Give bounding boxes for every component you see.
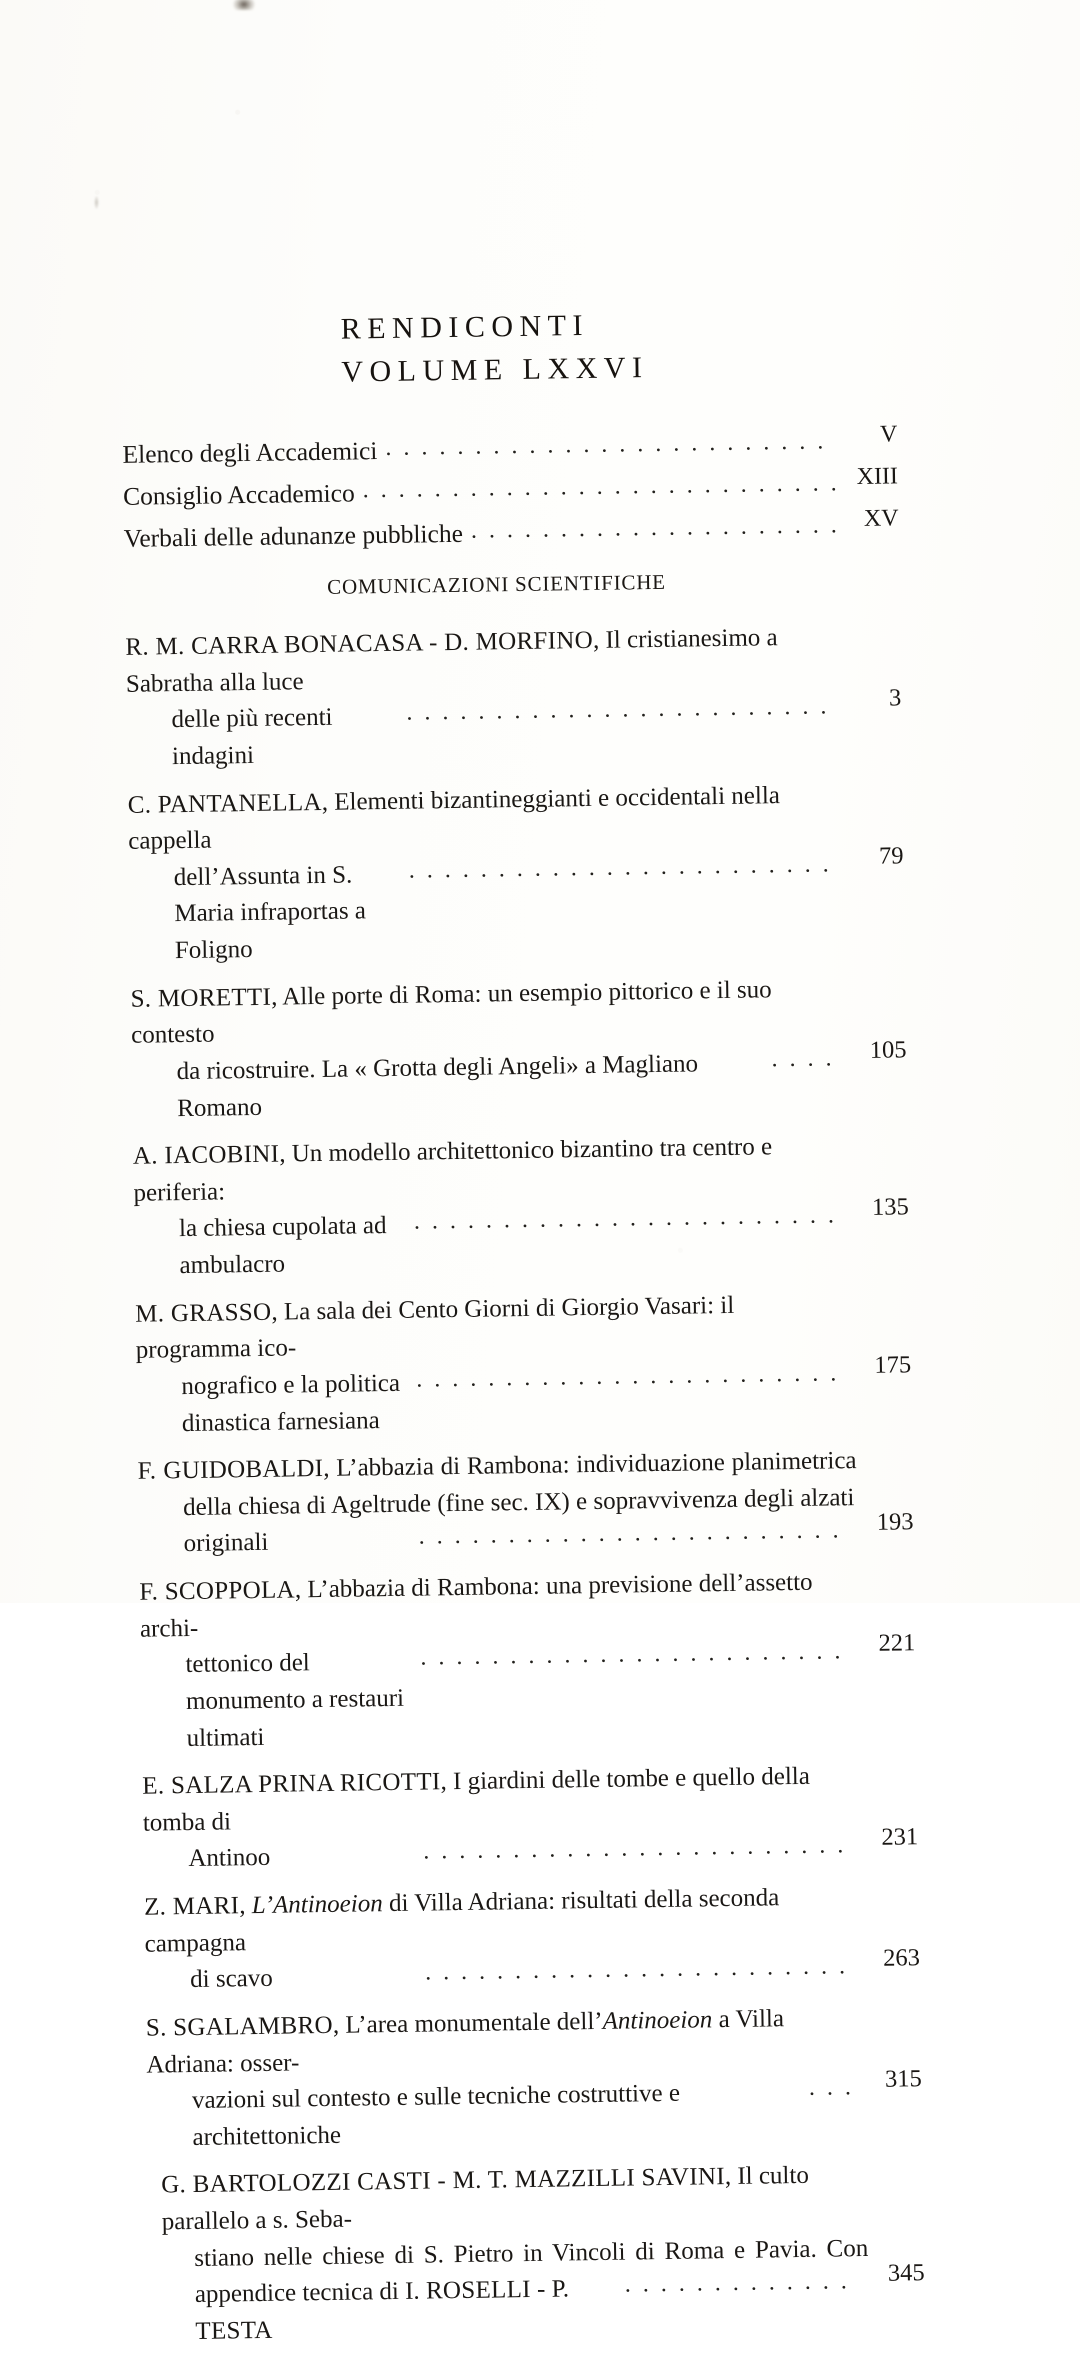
toc-entry-text: della chiesa di Ageltrude (fine sec. IX) e sopravvivenza degli alzati <box>182 1483 855 1521</box>
title-text: , L’area monumentale dell’ <box>332 2007 603 2039</box>
author-names: C. PANTANELLA <box>127 788 322 819</box>
masthead-line-2: VOLUME LXXVI <box>341 350 649 389</box>
toc-entry-text: da ricostruire. La « Grotta degli Angeli» a Magliano Romano <box>176 1050 699 1122</box>
toc-entry <box>144 1878 921 1999</box>
toc-entry <box>127 776 905 971</box>
title-text: , Il culto parallelo a s. Seba- <box>161 2162 810 2236</box>
page-number: 193 <box>876 1508 914 1537</box>
dot-leader <box>809 2069 858 2106</box>
toc-entry-line <box>150 2259 926 2351</box>
front-matter-page: V <box>879 421 898 448</box>
page-number: 79 <box>878 842 904 870</box>
toc-entry <box>142 1757 919 1878</box>
title-text-tail: a Villa Adriana: osser- <box>146 2005 785 2079</box>
dot-leader <box>408 846 838 889</box>
toc-entry-line <box>148 2157 924 2242</box>
page-number: 135 <box>871 1193 909 1222</box>
page-number: 221 <box>878 1629 916 1658</box>
page-title <box>340 304 648 394</box>
toc-entry <box>139 1563 917 1758</box>
dot-leader <box>423 1828 853 1871</box>
toc-entry-line <box>131 1036 907 1128</box>
dot-leader <box>406 689 836 732</box>
scan-artifact-top <box>233 0 255 10</box>
toc-entry <box>148 2157 926 2352</box>
page-number: 3 <box>888 684 902 712</box>
toc-entry-text <box>148 2157 868 2241</box>
toc-entry <box>137 1442 914 1563</box>
author-names: G. BARTOLOZZI CASTI - M. T. MAZZILLI SAVINI <box>161 2163 726 2199</box>
dot-leader <box>771 1040 842 1078</box>
masthead-line-1: RENDICONTI <box>340 308 590 346</box>
page-number: 175 <box>874 1351 912 1379</box>
toc-entry-text <box>150 2271 617 2351</box>
toc-entry-text: stiano nelle chiese di S. Pietro in Vincoli di Roma e Pavia. Con <box>194 2234 869 2272</box>
toc-entry-text: Antinoo <box>188 1844 271 1873</box>
toc-entry-text: delle più recenti indagini <box>171 704 333 771</box>
toc-entry <box>125 618 902 776</box>
title-text: di Villa Adriana: risultati della seconda campagna <box>144 1884 780 1958</box>
dot-leader <box>362 461 836 510</box>
author-name-roselli: ROSELLI <box>425 2276 532 2305</box>
toc-entry <box>146 1999 923 2157</box>
dot-leader <box>416 1355 846 1398</box>
toc-entry-line <box>140 1629 917 1757</box>
title-text: , I giardini delle tombe e quello della tomba di <box>142 1762 811 1837</box>
author-names: E. SALZA PRINA RICOTTI <box>142 1768 441 1800</box>
title-text: , L’abbazia di Rambona: individuazione planimetrica <box>323 1447 857 1483</box>
toc-entry-text: nografico e la politica dinastica farnesiana <box>181 1369 401 1437</box>
toc-entry-line <box>147 2065 923 2157</box>
title-text: , L’abbazia di Rambona: una previsione dell’assetto archi- <box>139 1568 813 1643</box>
author-names: M. GRASSO <box>135 1298 272 1328</box>
author-names: F. GUIDOBALDI <box>137 1455 324 1485</box>
toc-entry <box>135 1285 912 1443</box>
title-italic: L’Antinoeion <box>251 1890 383 1920</box>
dot-leader <box>624 2263 860 2303</box>
title-text: , Elementi bizantineggianti e occidentali nella cappella <box>128 781 781 855</box>
dot-leader <box>425 1948 855 1991</box>
author-names: F. SCOPPOLA <box>139 1576 296 1606</box>
dot-leader <box>420 1633 850 1676</box>
toc-entry-text <box>146 2000 866 2084</box>
author-names: R. M. CARRA BONACASA - D. MORFINO <box>125 626 594 661</box>
page-number: 315 <box>884 2065 922 2093</box>
toc-entry-text: di scavo <box>189 1965 273 1994</box>
toc-entry-text: vazioni sul contesto e sulle tecniche costruttive e architettoniche <box>191 2079 681 2151</box>
toc-entry-line <box>129 842 906 970</box>
title-text: , Alle porte di Roma: un esempio pittorico e il suo contesto <box>130 975 772 1050</box>
toc-entry-line <box>136 1351 912 1443</box>
author-names: S. MORETTI <box>130 983 272 1013</box>
page-number: 263 <box>882 1944 921 1972</box>
dot-leader <box>418 1513 848 1556</box>
toc-entry-text: Z. MARI, L’Antinoeion di Villa Adriana: risultati della seconda campagna <box>143 1884 780 1958</box>
toc-entry-line <box>126 684 902 777</box>
front-matter-label: Consiglio Accademico <box>122 478 355 511</box>
toc-entry-text: tettonico del monumento a restauri ultimati <box>185 1649 405 1752</box>
toc-entry-text: la chiesa cupolata ad ambulacro <box>178 1212 387 1280</box>
title-text: , Il cristianesimo a Sabratha alla luce <box>125 624 778 698</box>
author-name-testa: TESTA <box>195 2316 273 2345</box>
toc-entry-text <box>130 971 850 1055</box>
page-number: 105 <box>869 1036 907 1064</box>
title-italic: Antinoeion <box>602 2006 713 2035</box>
dot-leader <box>385 419 836 468</box>
author-names: A. IACOBINI <box>132 1140 280 1170</box>
dot-leader <box>471 503 837 550</box>
toc-entry <box>133 1127 910 1285</box>
toc-entry-text: originali <box>183 1529 269 1558</box>
front-matter-label: Elenco degli Accademici <box>122 436 378 469</box>
toc-entry-text: dell’Assunta in S. Maria infraportas a Foligno <box>173 861 367 965</box>
title-text: , La sala dei Cento Giorni di Giorgio Vasari: il programma ico- <box>135 1291 735 1365</box>
title-text: , Un modello architettonico bizantino tra centro e periferia: <box>133 1133 773 1207</box>
toc-entry-line <box>134 1193 910 1286</box>
dot-leader <box>414 1198 844 1241</box>
page-number: 231 <box>881 1823 919 1852</box>
author-names: S. SGALAMBRO <box>145 2011 334 2042</box>
page-number: 345 <box>887 2259 925 2287</box>
author-names: Z. MARI <box>143 1892 240 1921</box>
front-matter-label: Verbali delle adunanze pubbliche <box>123 518 464 553</box>
toc-entry <box>130 970 907 1128</box>
front-matter-page: XV <box>863 505 899 532</box>
front-matter-list <box>122 422 899 559</box>
separator-text: - P. <box>530 2275 570 2304</box>
scan-artifact-margin <box>94 196 99 209</box>
toc-entry-line <box>146 1999 922 2084</box>
front-matter-page: XIII <box>856 463 899 490</box>
section-heading: COMUNICAZIONI SCIENTIFICHE <box>326 569 667 599</box>
title-text: appendice tecnica di I. <box>194 2277 427 2309</box>
table-of-contents <box>125 618 926 2362</box>
